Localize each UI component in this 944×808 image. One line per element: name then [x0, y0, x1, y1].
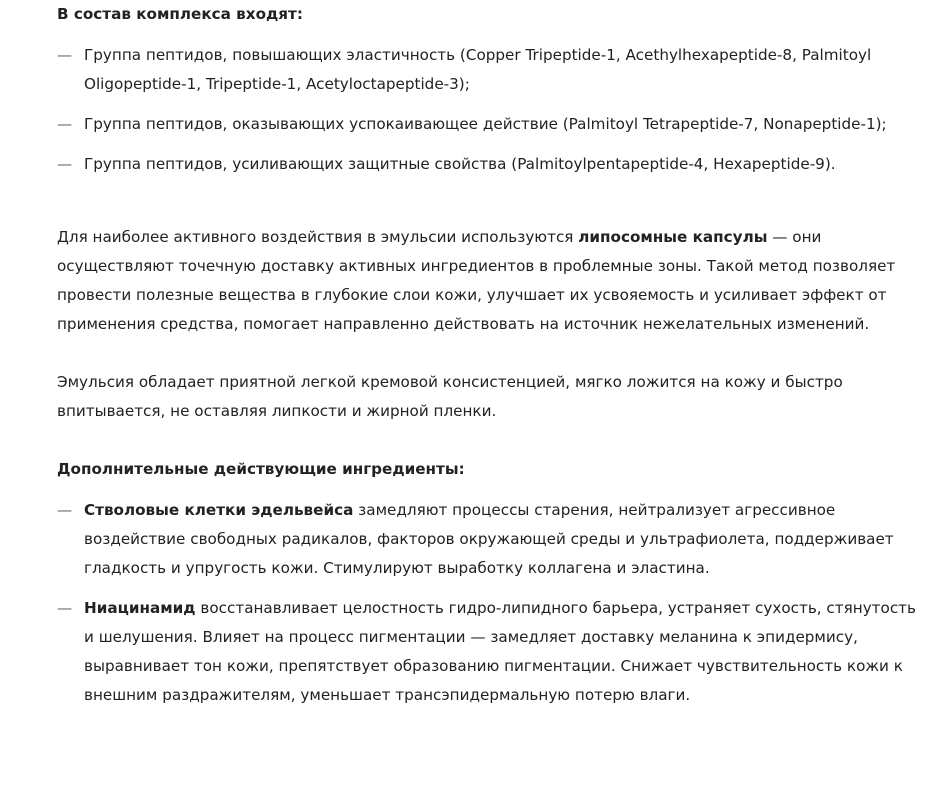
paragraph-text: — они осуществляют точечную доставку активных ингредиентов в проблемные зоны. Такой метод позволяет провести полезные вещества в глубокие слои кожи, улучшает их усвояемость и усиливает эффект от применения средства, помогает направленно действовать на источник нежелательных изменений. — [57, 228, 896, 333]
ingredient-description: восстанавливает целостность гидро-липидного барьера, устраняет сухость, стянутость и шелушения. Влияет на процесс пигментации — замедляет доставку меланина к эпидермису, выравнивает тон кожи, препятствует образованию пигментации. Снижает чувствительность кожи к внешним раздражителям, уменьшает трансэпидермальную потерю влаги. — [84, 599, 916, 704]
dash-bullet: — — [57, 46, 73, 64]
ingredient-name: Ниацинамид — [84, 599, 196, 617]
paragraph-bold-term: липосомные капсулы — [578, 228, 768, 246]
list-item-text: Группа пептидов, оказывающих успокаивающее действие (Palmitoyl Tetrapeptide-7, Nonapeptide-1); — [84, 115, 887, 133]
list-item — [57, 41, 917, 99]
list-item — [57, 496, 917, 583]
ingredient-description: замедляют процессы старения, нейтрализует агрессивное воздействие свободных радикалов, факторов окружающей среды и ультрафиолета, поддерживает гладкость и упругость кожи. Стимулируют выработку коллагена и эластина. — [84, 501, 894, 577]
ingredient-name: Стволовые клетки эдельвейса — [84, 501, 354, 519]
dash-bullet: — — [57, 115, 73, 133]
dash-bullet: — — [57, 155, 73, 173]
paragraph-texture: Эмульсия обладает приятной легкой кремовой консистенцией, мягко ложится на кожу и быстро впитывается, не оставляя липкости и жирной пленки. — [57, 373, 843, 420]
paragraph-text: Для наиболее активного воздействия в эмульсии используются — [57, 228, 579, 246]
list-item — [57, 150, 917, 179]
peptide-list — [57, 41, 917, 179]
list-item — [57, 594, 917, 710]
dash-bullet: — — [57, 501, 73, 519]
section-heading-composition: В состав комплекса входят: — [57, 5, 303, 23]
ingredient-list — [57, 496, 917, 710]
dash-bullet: — — [57, 599, 73, 617]
paragraph-liposomes — [57, 223, 917, 339]
list-item-text: Группа пептидов, повышающих эластичность (Copper Tripeptide-1, Acethylhexapeptide-8, Palmitoyl Oligopeptide-1, Tripeptide-1, Acetyloctapeptide-3); — [84, 46, 872, 93]
section-heading-additional: Дополнительные действующие ингредиенты: — [57, 460, 465, 478]
list-item — [57, 110, 917, 139]
list-item-text: Группа пептидов, усиливающих защитные свойства (Palmitoylpentapeptide-4, Hexapeptide-9). — [84, 155, 836, 173]
